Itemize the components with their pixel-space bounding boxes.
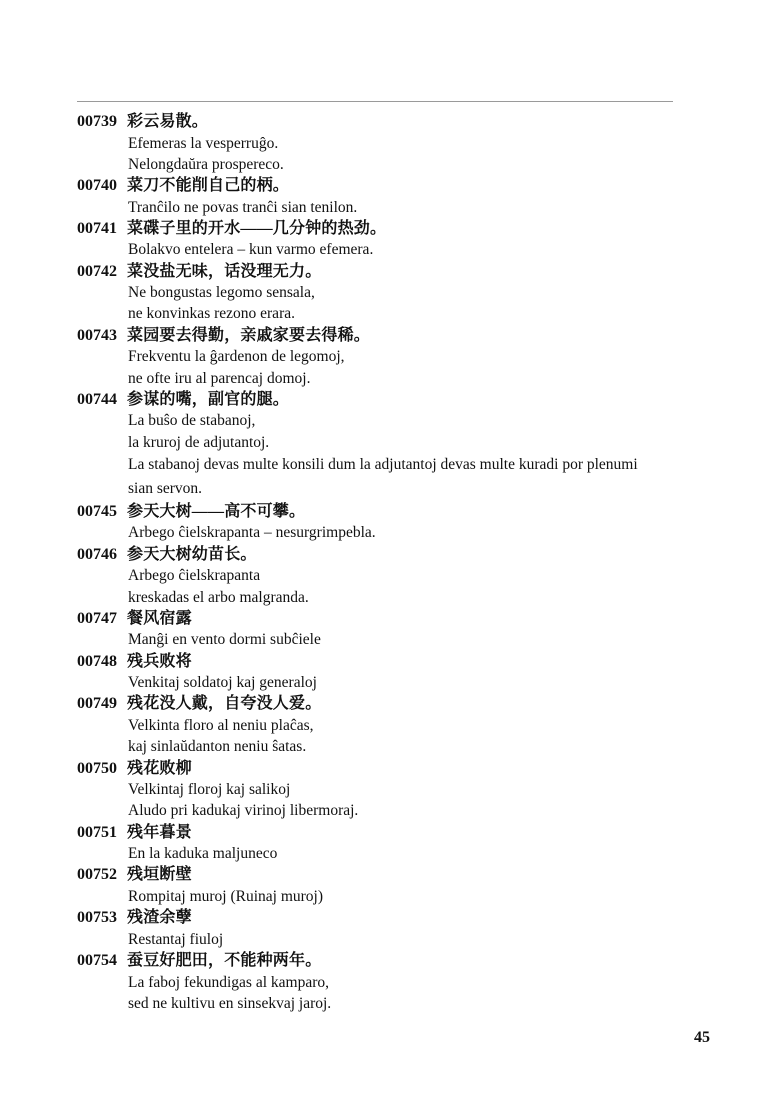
esperanto-line: La faboj fekundigas al kamparo, <box>128 973 329 991</box>
entry-number: 00753 <box>77 909 117 927</box>
esperanto-line: ne konvinkas rezono erara. <box>128 305 295 323</box>
entry-number: 00746 <box>77 545 117 563</box>
esperanto-line: la kruroj de adjutantoj. <box>128 433 270 451</box>
entry-number: 00739 <box>77 113 117 130</box>
entry-number: 00745 <box>77 502 117 520</box>
proverb-entry <box>77 501 677 544</box>
esperanto-line: Bolakvo entelera – kun varmo efemera. <box>128 241 374 259</box>
proverb-entry <box>77 608 677 651</box>
chinese-proverb: 参天大树——高不可攀。 <box>127 502 306 520</box>
chinese-proverb: 菜没盐无味，话没理无力。 <box>127 262 322 280</box>
proverb-entry <box>77 651 677 694</box>
esperanto-line: Manĝi en vento dormi subĉiele <box>128 631 321 649</box>
page-number: 45 <box>694 1029 710 1046</box>
esperanto-line: Nelongdaŭra prospereco. <box>128 155 284 173</box>
entry-number: 00747 <box>77 609 117 627</box>
chinese-proverb: 参谋的嘴，副官的腿。 <box>127 390 290 408</box>
chinese-proverb: 残年暮景 <box>127 823 192 841</box>
proverb-list <box>77 111 677 1014</box>
esperanto-line: Arbego ĉielskrapanta <box>128 567 261 585</box>
chinese-proverb: 残渣余孽 <box>127 909 192 927</box>
proverb-entry <box>77 864 677 907</box>
entry-number: 00740 <box>77 177 117 195</box>
esperanto-line: sed ne kultivu en sinsekvaj jaroj. <box>128 994 332 1012</box>
entry-number: 00743 <box>77 326 117 344</box>
entry-number: 00749 <box>77 695 117 713</box>
proverb-entry <box>77 822 677 865</box>
proverb-entry <box>77 758 677 822</box>
esperanto-line: Efemeras la vesperruĝo. <box>128 134 279 152</box>
chinese-proverb: 残兵败将 <box>127 652 192 670</box>
esperanto-line: Restantaj fiuloj <box>128 930 224 948</box>
esperanto-line: ne ofte iru al parencaj domoj. <box>128 369 311 387</box>
chinese-proverb: 菜刀不能削自己的柄。 <box>127 177 290 195</box>
entry-number: 00752 <box>77 866 117 884</box>
esperanto-line: Tranĉilo ne povas tranĉi sian tenilon. <box>128 198 358 216</box>
chinese-proverb: 残花败柳 <box>127 759 192 777</box>
esperanto-line: Velkinta floro al neniu plaĉas, <box>128 716 314 734</box>
proverb-entry <box>77 544 677 608</box>
proverb-entry <box>77 693 677 757</box>
chinese-proverb: 彩云易散。 <box>127 113 209 130</box>
esperanto-line: Rompitaj muroj (Ruinaj muroj) <box>128 887 324 905</box>
proverb-entry <box>77 111 677 175</box>
proverb-entry <box>77 261 677 325</box>
entry-number: 00748 <box>77 652 117 670</box>
esperanto-line: Velkintaj floroj kaj salikoj <box>128 781 291 799</box>
esperanto-line: Arbego ĉielskrapanta – nesurgrimpebla. <box>128 524 376 542</box>
chinese-proverb: 菜碟子里的开水——几分钟的热劲。 <box>127 219 387 237</box>
chinese-proverb: 残垣断壁 <box>127 866 192 884</box>
proverb-entry <box>77 907 677 950</box>
chinese-proverb: 餐风宿露 <box>127 609 192 627</box>
entry-number: 00750 <box>77 759 117 777</box>
esperanto-line: En la kaduka maljuneco <box>128 845 278 863</box>
proverb-entry <box>77 325 677 389</box>
entry-number: 00751 <box>77 823 117 841</box>
proverb-entry <box>77 175 677 218</box>
chinese-proverb: 菜园要去得勤，亲戚家要去得稀。 <box>127 326 371 344</box>
chinese-proverb: 残花没人戴，自夸没人爱。 <box>127 695 322 713</box>
esperanto-line: Ne bongustas legomo sensala, <box>128 284 315 302</box>
entry-number: 00754 <box>77 952 117 970</box>
esperanto-line: La buŝo de stabanoj, <box>128 412 256 430</box>
esperanto-line: Venkitaj soldatoj kaj generaloj <box>128 674 317 692</box>
chinese-proverb: 蚕豆好肥田，不能种两年。 <box>127 952 322 970</box>
entry-number: 00742 <box>77 262 117 280</box>
esperanto-line: Aludo pri kadukaj virinoj libermoraj. <box>128 802 359 820</box>
esperanto-line: Frekventu la ĝardenon de legomoj, <box>128 348 345 366</box>
esperanto-line: kaj sinlaŭdanton neniu ŝatas. <box>128 738 307 756</box>
entry-number: 00744 <box>77 390 117 408</box>
proverb-entry <box>77 950 677 1014</box>
proverb-entry <box>77 389 677 501</box>
header-rule <box>77 101 673 102</box>
proverb-entry <box>77 218 677 261</box>
chinese-proverb: 参天大树幼苗长。 <box>127 545 257 563</box>
entry-number: 00741 <box>77 219 117 237</box>
esperanto-line: La stabanoj devas multe konsili dum la adjutantoj devas multe kuradi por plenumi sian servon. <box>128 455 638 497</box>
esperanto-line: kreskadas el arbo malgranda. <box>128 588 309 606</box>
